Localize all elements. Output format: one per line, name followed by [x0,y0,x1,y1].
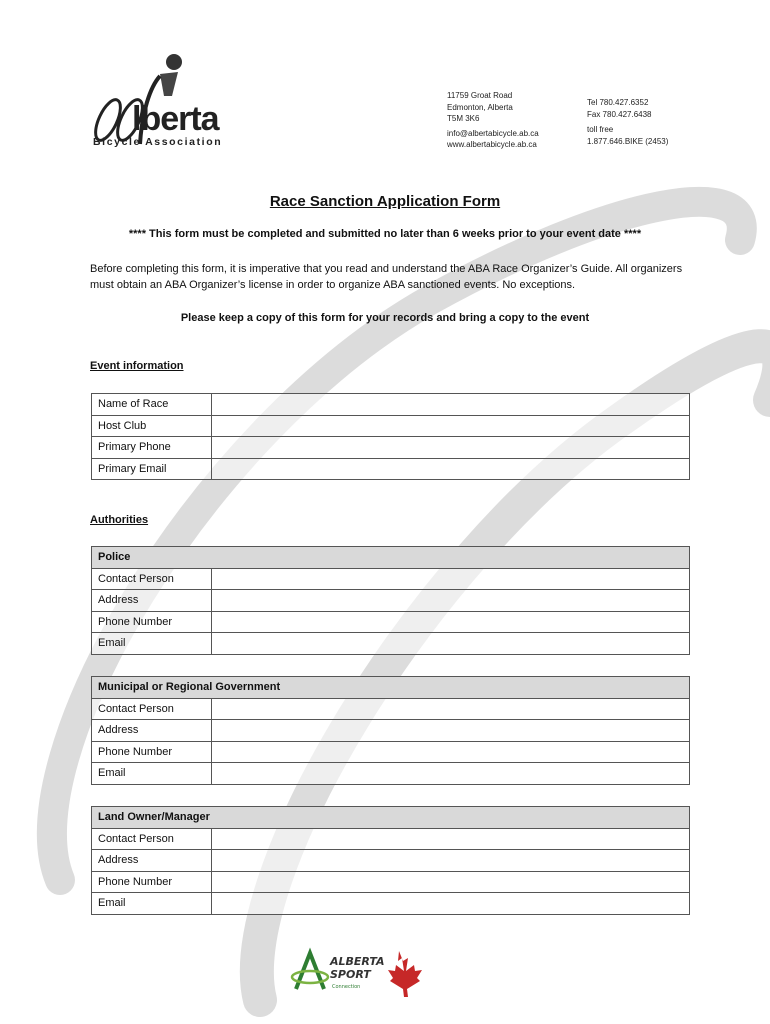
table-row [92,437,690,459]
field-label: Name of Race [92,394,212,416]
org-address-block [447,90,539,151]
fax-number: Fax 780.427.6438 [587,109,652,119]
municipal-table [91,676,690,785]
field-label: Phone Number [92,741,212,763]
police-email-field[interactable] [212,633,690,655]
table-row [92,763,690,785]
form-title: Race Sanction Application Form [269,193,501,210]
land-owner-contact-field[interactable] [212,828,690,850]
table-row [92,590,690,612]
table-row [92,611,690,633]
table-row [92,741,690,763]
footer-sponsor-logos [290,945,430,1005]
table-row [92,850,690,872]
municipal-email-field[interactable] [212,763,690,785]
land-owner-phone-field[interactable] [212,871,690,893]
table-row [92,871,690,893]
field-label: Phone Number [92,611,212,633]
event-info-table [91,393,690,480]
primary-email-field[interactable] [212,458,690,480]
org-email-link[interactable]: info@albertabicycle.ab.ca [447,128,539,138]
logo-subtitle: Bicycle Association [93,136,223,148]
group-heading: Municipal or Regional Government [92,677,690,699]
police-phone-field[interactable] [212,611,690,633]
tel-number: Tel 780.427.6352 [587,98,649,107]
table-row [92,394,690,416]
field-label: Address [92,720,212,742]
table-row [92,893,690,915]
address-line: Edmonton, Alberta [447,102,513,112]
sport-logo-line2: SPORT [330,968,371,981]
field-label: Contact Person [92,698,212,720]
logo-wordmark: lberta [132,100,219,138]
table-row [92,415,690,437]
table-header-row [92,807,690,829]
land-owner-table [91,806,690,915]
police-contact-field[interactable] [212,568,690,590]
race-name-field[interactable] [212,394,690,416]
tollfree-number: 1.877.646.BIKE (2453) [587,136,669,146]
alberta-sport-connection-logo [292,953,385,990]
maple-leaf-icon [388,951,422,997]
org-website-link[interactable]: www.albertabicycle.ab.ca [447,140,537,149]
group-heading: Land Owner/Manager [92,807,690,829]
field-label: Email [92,633,212,655]
field-label: Phone Number [92,871,212,893]
authorities-heading: Authorities [90,514,149,526]
table-row [92,828,690,850]
host-club-field[interactable] [212,415,690,437]
address-line: T5M 3K6 [447,114,480,123]
field-label: Primary Email [92,458,212,480]
sport-logo-line3: Connection [332,984,361,990]
primary-phone-field[interactable] [212,437,690,459]
field-label: Contact Person [92,568,212,590]
municipal-address-field[interactable] [212,720,690,742]
tollfree-label: toll free [587,125,614,134]
group-heading: Police [92,547,690,569]
field-label: Email [92,893,212,915]
table-header-row [92,547,690,569]
field-label: Host Club [92,415,212,437]
municipal-phone-field[interactable] [212,741,690,763]
table-row [92,458,690,480]
table-row [92,720,690,742]
keep-copy-note: Please keep a copy of this form for your records and bring a copy to the event [180,312,590,324]
table-row [92,568,690,590]
table-header-row [92,677,690,699]
municipal-contact-field[interactable] [212,698,690,720]
field-label: Address [92,590,212,612]
table-row [92,633,690,655]
field-label: Contact Person [92,828,212,850]
org-phone-block [587,97,668,147]
field-label: Email [92,763,212,785]
sport-logo-line1: ALBERTA [330,955,385,968]
intro-paragraph: Before completing this form, it is imperative that you read and understand the ABA Race Organizer’s Guide. All organizers must obtain an ABA Organizer’s license in order to organize ABA sanctioned events. No exceptions. [90,263,683,291]
police-table [91,546,690,655]
police-address-field[interactable] [212,590,690,612]
land-owner-address-field[interactable] [212,850,690,872]
deadline-warning: **** This form must be completed and submitted no later than 6 weeks prior to your event date **** [128,228,642,240]
field-label: Primary Phone [92,437,212,459]
field-label: Address [92,850,212,872]
address-line: 11759 Groat Road [447,91,513,100]
event-info-heading: Event information [90,360,184,372]
land-owner-email-field[interactable] [212,893,690,915]
table-row [92,698,690,720]
